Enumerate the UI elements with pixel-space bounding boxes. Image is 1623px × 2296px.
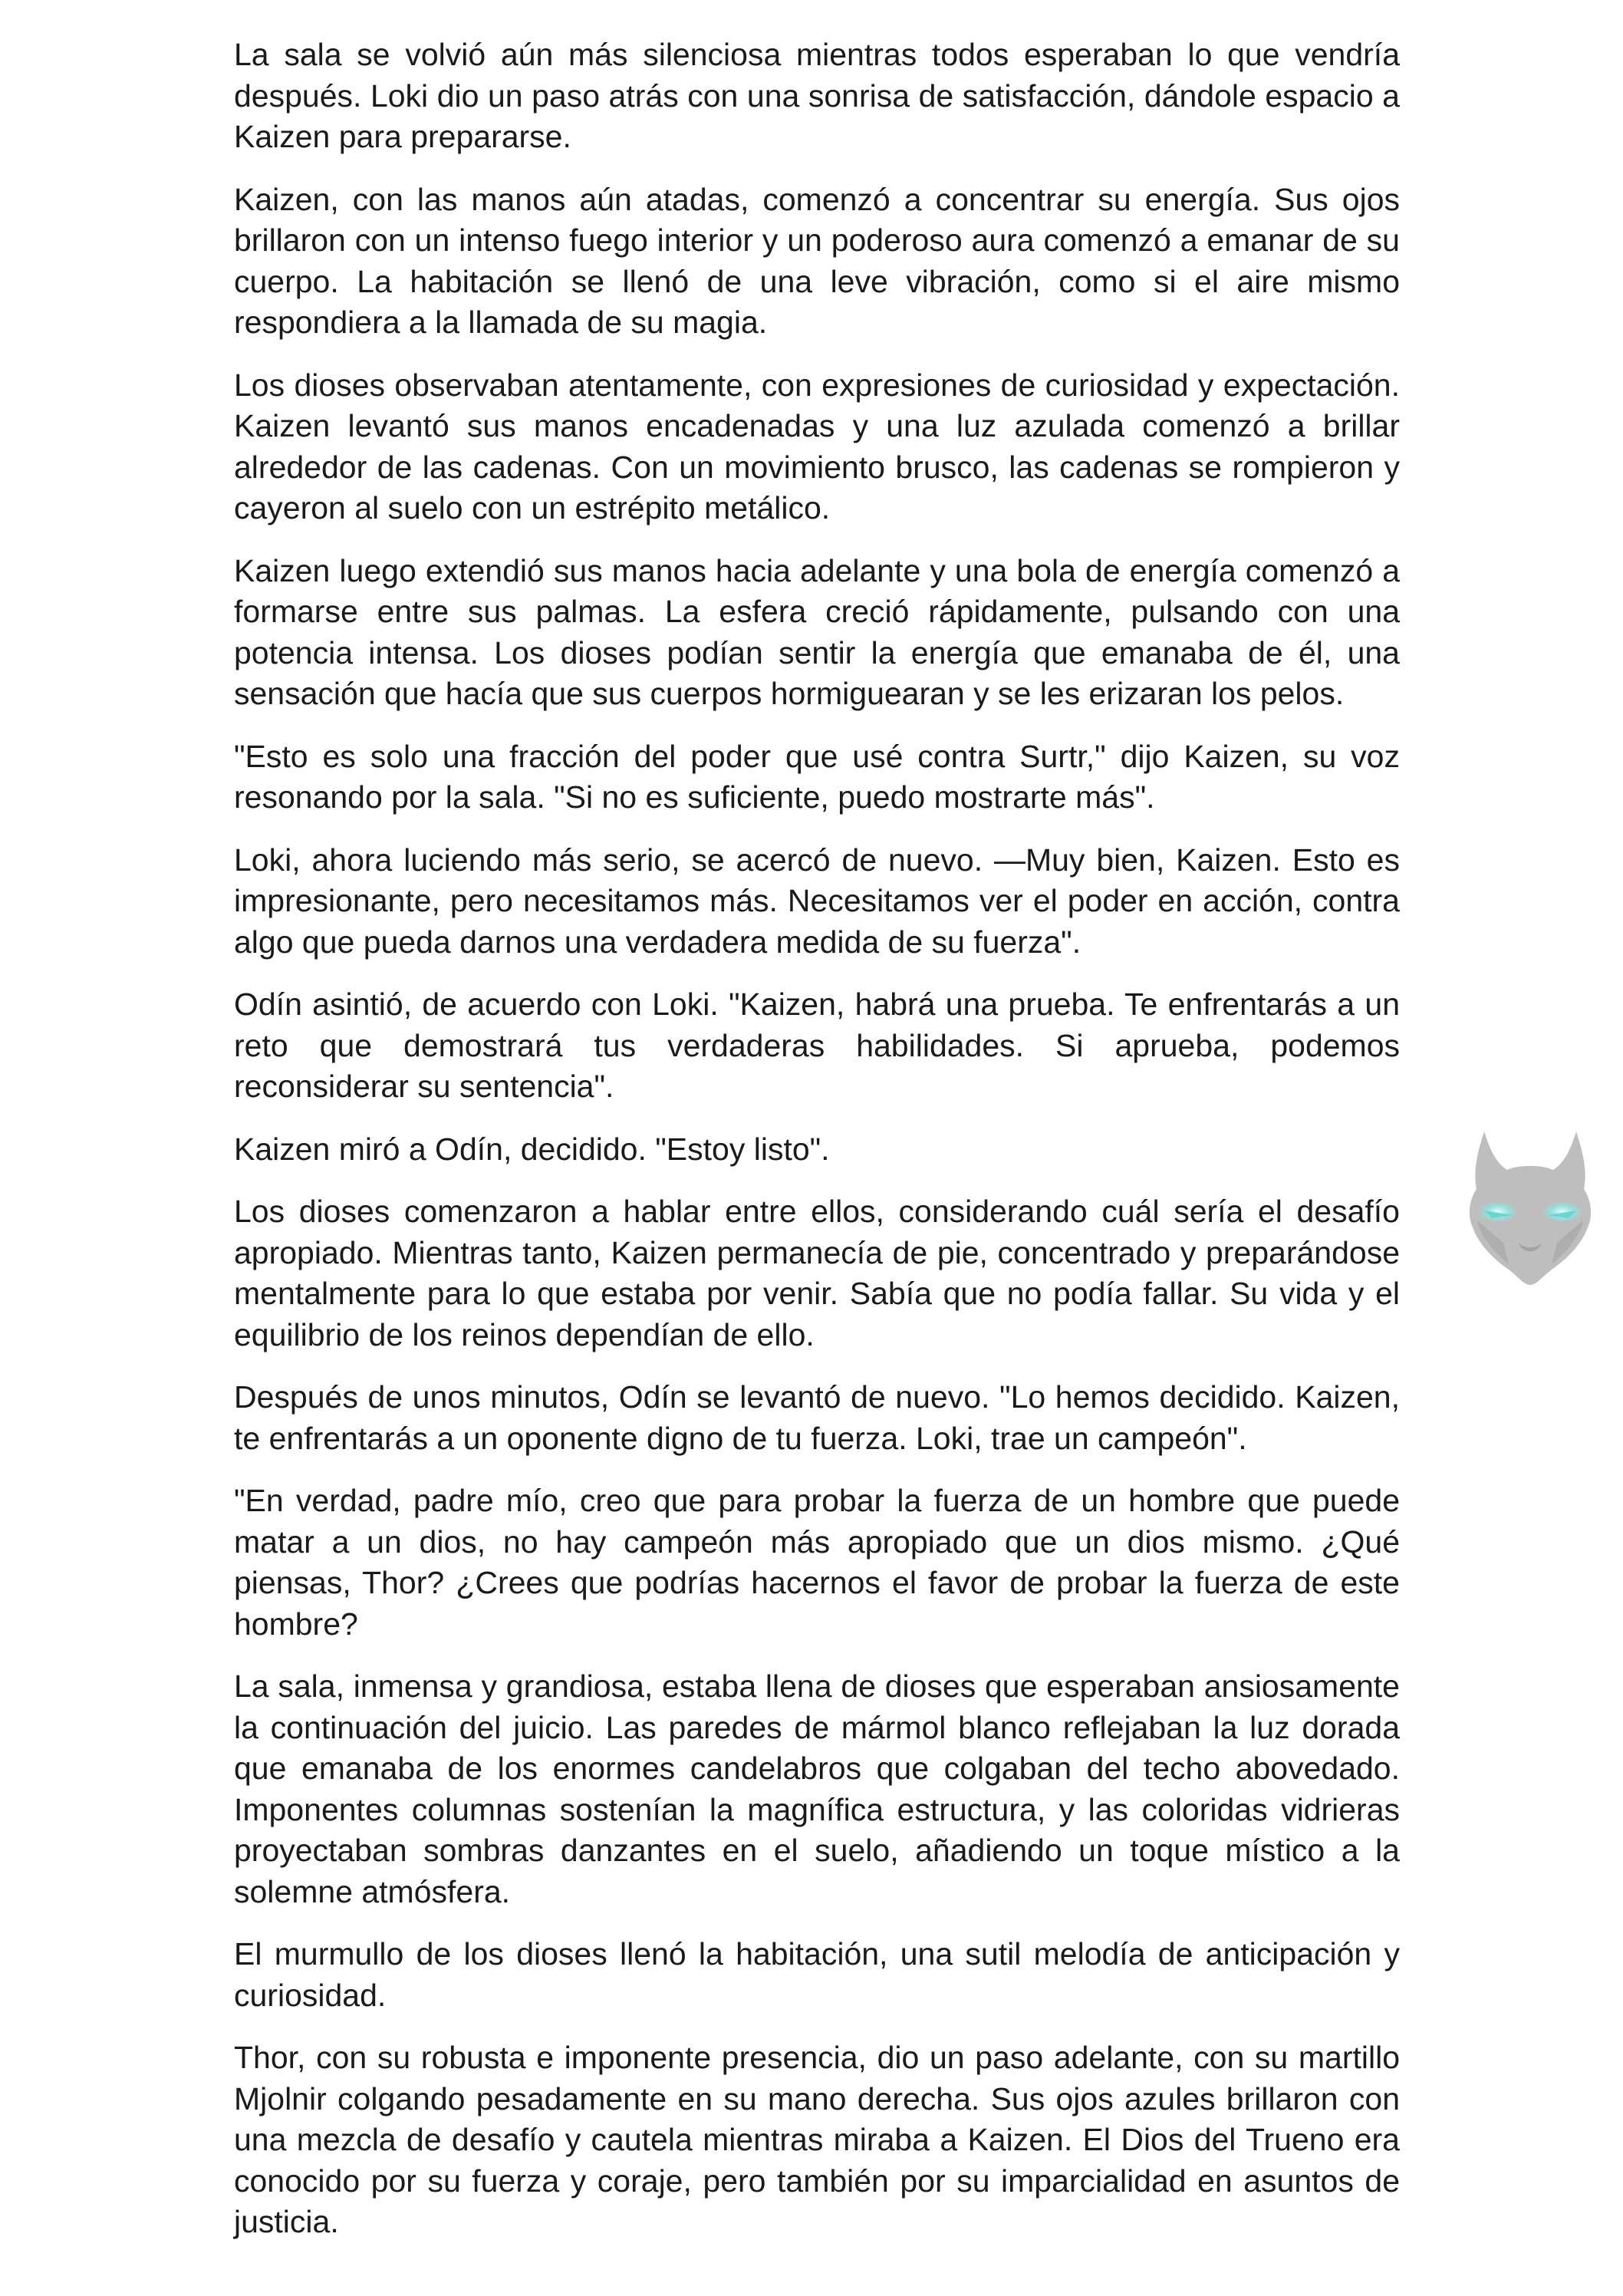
paragraph: Loki, ahora luciendo más serio, se acercó de nuevo. —Muy bien, Kaizen. Esto es impresionante, pero necesitamos más. Necesitamos ver el poder en acción, contra algo que pueda darnos una verdadera medida de su fuerza". xyxy=(234,842,1400,960)
paragraph: Kaizen miró a Odín, decidido. "Estoy listo". xyxy=(234,1131,830,1167)
paragraph: Thor, con su robusta e imponente presencia, dio un paso adelante, con su martillo Mjolnir colgando pesadamente en su mano derecha. Sus ojos azules brillaron con una mezcla de desafío y cautela mientras miraba a Kaizen. El Dios del Trueno era conocido por su fuerza y coraje, pero también por su imparcialidad en asuntos de justicia. xyxy=(234,2040,1400,2239)
paragraph: "Esto es solo una fracción del poder que usé contra Surtr," dijo Kaizen, su voz resonando por la sala. "Si no es suficiente, puedo mostrarte más". xyxy=(234,738,1400,815)
demon-head-icon xyxy=(1461,1128,1599,1289)
paragraph: Kaizen luego extendió sus manos hacia adelante y una bola de energía comenzó a formarse entre sus palmas. La esfera creció rápidamente, pulsando con una potencia intensa. Los dioses podían sentir la energía que emanaba de él, una sensación que hacía que sus cuerpos hormiguearan y se les erizaran los pelos. xyxy=(234,552,1400,711)
paragraph: Los dioses observaban atentamente, con expresiones de curiosidad y expectación. Kaizen levantó sus manos encadenadas y una luz azulada comenzó a brillar alrededor de las cadenas. Con un movimiento brusco, las cadenas se rompieron y cayeron al suelo con un estrépito metálico. xyxy=(234,367,1400,525)
paragraph: Los dioses comenzaron a hablar entre ellos, considerando cuál sería el desafío apropiado. Mientras tanto, Kaizen permanecía de pie, concentrado y preparándose mentalmente para lo que estaba por venir. Sabía que no podía fallar. Su vida y el equilibrio de los reinos dependían de ello. xyxy=(234,1194,1400,1352)
document-body xyxy=(234,35,1400,2265)
paragraph: Kaizen, con las manos aún atadas, comenzó a concentrar su energía. Sus ojos brillaron con un intenso fuego interior y un poderoso aura comenzó a emanar de su cuerpo. La habitación se llenó de una leve vibración, como si el aire mismo respondiera a la llamada de su magia. xyxy=(234,181,1400,340)
paragraph: Después de unos minutos, Odín se levantó de nuevo. "Lo hemos decidido. Kaizen, te enfrentarás a un oponente digno de tu fuerza. Loki, trae un campeón". xyxy=(234,1379,1400,1456)
paragraph: La sala, inmensa y grandiosa, estaba llena de dioses que esperaban ansiosamente la continuación del juicio. Las paredes de mármol blanco reflejaban la luz dorada que emanaba de los enormes candelabros que colgaban del techo abovedado. Imponentes columnas sostenían la magnífica estructura, y las coloridas vidrieras proyectaban sombras danzantes en el suelo, añadiendo un toque místico a la solemne atmósfera. xyxy=(234,1668,1400,1909)
paragraph: La sala se volvió aún más silenciosa mientras todos esperaban lo que vendría después. Loki dio un paso atrás con una sonrisa de satisfacción, dándole espacio a Kaizen para prepararse. xyxy=(234,37,1400,154)
paragraph: El murmullo de los dioses llenó la habitación, una sutil melodía de anticipación y curiosidad. xyxy=(234,1936,1400,2013)
paragraph: Odín asintió, de acuerdo con Loki. "Kaizen, habrá una prueba. Te enfrentarás a un reto que demostrará tus verdaderas habilidades. Si aprueba, podemos reconsiderar su sentencia". xyxy=(234,987,1400,1104)
paragraph: "En verdad, padre mío, creo que para probar la fuerza de un hombre que puede matar a un dios, no hay campeón más apropiado que un dios mismo. ¿Qué piensas, Thor? ¿Crees que podrías hacernos el favor de probar la fuerza de este hombre? xyxy=(234,1483,1400,1642)
